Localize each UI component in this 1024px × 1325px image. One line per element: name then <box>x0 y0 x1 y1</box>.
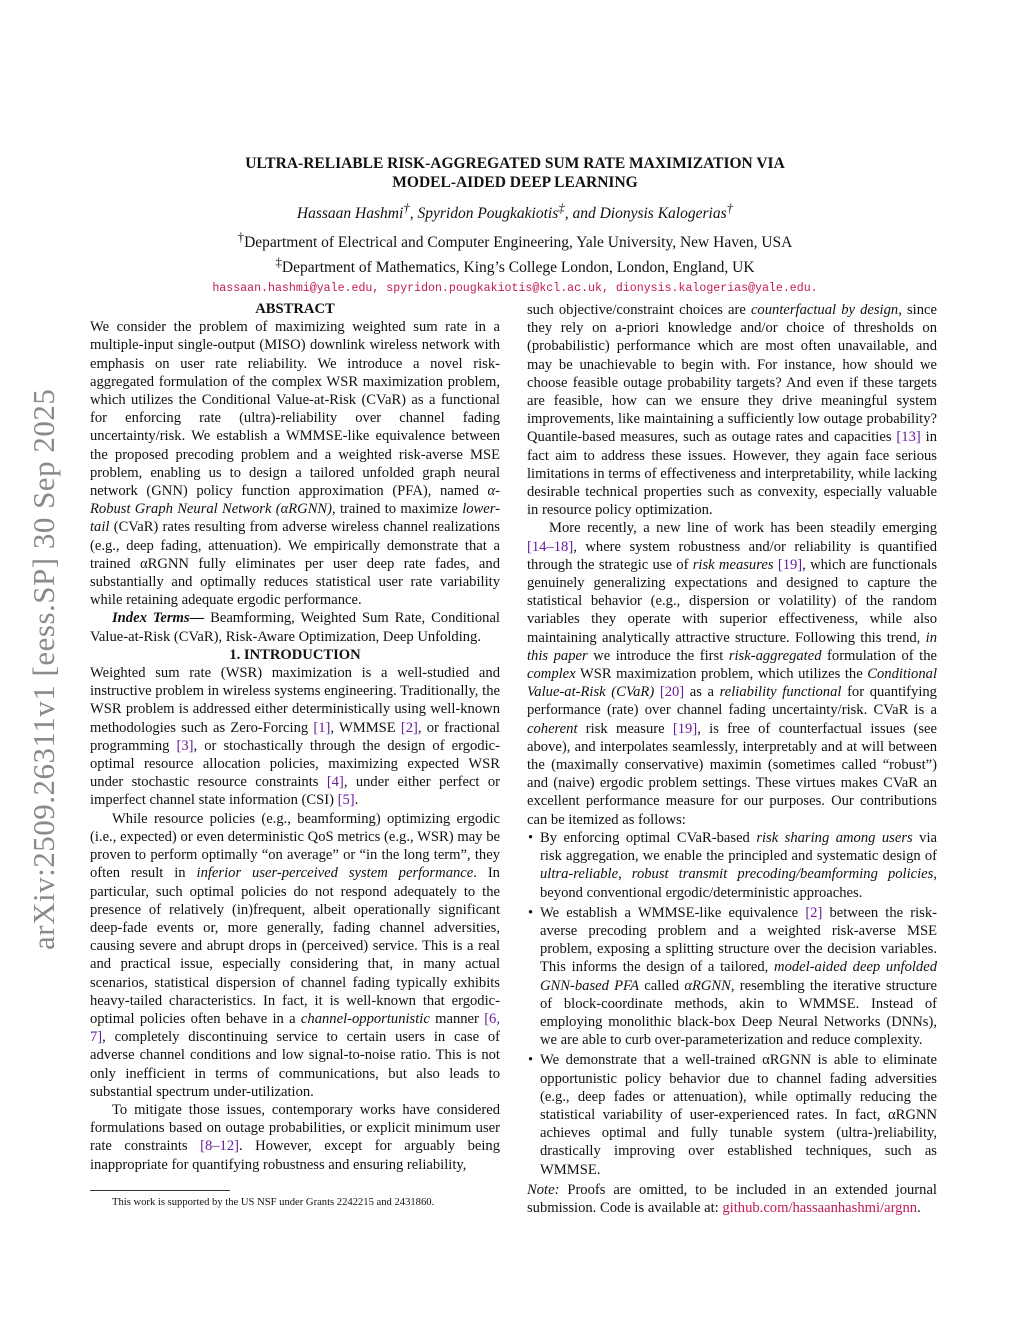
citation-link[interactable]: [8–12] <box>200 1138 240 1155</box>
citation-link[interactable]: [19] <box>777 556 803 573</box>
list-item: • We demonstrate that a well-trained αRGNN is able to eliminate opportunistic policy behavior due to channel fading adversities (e.g., deep fades or attenuation), while optimally reducing the statistical variability of user-experienced rates. In fact, αRGNN achieves optimal and fully tunable system (ultra-)reliability, drastically improving over established techniques, such as WMMSE. <box>540 1051 937 1178</box>
abstract-text: We consider the problem of maximizing weighted sum rate in a multiple-input single-output (MISO) downlink wireless network with emphasis on user rate reliability. We introduce a novel risk-aggregated formulation of the complex WSR maximization problem, which utilizes the Conditional Value-at-Risk (CVaR) as a functional for enforcing rate (ultra)-reliability over channel fading uncertainty/risk. We establish a WMMSE-like equivalence between the proposed precoding problem and a weighted risk-averse MSE problem, enabling us to design a tailored unfolded graph neural network (GNN) policy function approximation (PFA), named α-Robust Graph Neural Network (αRGNN), trained to maximize lower-tail (CVaR) rates resulting from adverse wireless channel realizations (e.g., deep fading, attenuation). We empirically demonstrate that a trained αRGNN fully eliminates per user deep rate fades, and substantially and optimally reduces statistical user rate variability while retaining adequate ergodic performance. <box>90 319 500 609</box>
intro-heading: 1. INTRODUCTION <box>229 646 361 663</box>
citation-link[interactable]: [20] <box>659 684 685 701</box>
right-paragraph-2: More recently, a new line of work has been steadily emerging [14–18], where system robustness and/or reliability is quantified through the strategic use of risk measures [19], which are functionals genuinely generalizing expectations and designed to capture the statistical behavior (e.g., dispersion or volatility) of the random variables they operate with superior effectiveness, while also maintaining analytically attractive structure. Following this trend, in this paper we introduce the first risk-aggregated formulation of the complex WSR maximization problem, which utilizes the Conditional Value-at-Risk (CVaR) [20] as a reliability functional for quantifying performance (rate) over channel fading uncertainty/risk. CVaR is a coherent risk measure [19], is free of counterfactual issues (see above), and interpolates seamlessly, interpretably and at will between the (maximally conservative) maximin (sometimes called “robust”) and (naive) ergodic problem settings. These virtues makes CVaR an excellent performance measure for our purposes. Our contributions can be itemized as follows: <box>527 520 938 828</box>
citation-link[interactable]: [13] <box>896 429 921 446</box>
note-paragraph: Note: Proofs are omitted, to be included in an extended journal submission. Code is available at: github.com/hassaanhashmi/argnn. <box>527 1181 937 1216</box>
citation-link[interactable]: [6, 7] <box>90 1010 500 1046</box>
citation-link[interactable]: [19] <box>672 720 698 737</box>
intro-paragraph-3: To mitigate those issues, contemporary works have considered formulations based on outage probabilities, or explicit minimum user rate constraints [8–12]. However, except for arguably being inappropriate for quantifying robustness and ensuring reliability, <box>90 1101 500 1173</box>
citation-link[interactable]: [1] <box>313 719 331 736</box>
intro-paragraph-1: Weighted sum rate (WSR) maximization is a well-studied and instructive problem in wireless systems engineering. Traditionally, the WSR problem is addressed either deterministically using well-known methodologies such as Zero-Forcing [1], WMMSE [2], or fractional programming [3], or stochastically through the design of ergodic-optimal resource allocation policies, maximizing expected WSR under stochastic resource constraints [4], under either perfect or imperfect channel state information (CSI) [5]. <box>90 665 500 809</box>
citation-link[interactable]: [2] <box>400 719 418 736</box>
affiliations: †Department of Electrical and Computer Engineering, Yale University, New Haven, USA ‡Department of Mathematics, King’s College London, London, England, UK <box>237 229 793 277</box>
citation-link[interactable]: [2] <box>805 904 823 921</box>
index-terms: Index Terms— Beamforming, Weighted Sum Rate, Conditional Value-at-Risk (CVaR), Risk-Aware Optimization, Deep Unfolding. <box>90 610 500 645</box>
footnote-divider <box>90 1190 230 1191</box>
left-column <box>90 300 500 1174</box>
list-item: • We establish a WMMSE-like equivalence [2] between the risk-averse precoding problem and a weighted risk-averse MSE problem, exposing a splitting structure over the decision variables. This informs the design of a tailored, model-aided deep unfolded GNN-based PFA called αRGNN, resembling the iterative structure of block-coordinate methods, akin to WMMSE. Instead of employing monolithic black-box Deep Neural Networks (DNNs), we are able to curb over-parameterization and reduce complexity. <box>540 904 937 1050</box>
citation-link[interactable]: [14–18] <box>527 538 574 555</box>
citation-link[interactable]: [5] <box>337 792 355 809</box>
code-link[interactable]: github.com/hassaanhashmi/argnn <box>722 1199 918 1216</box>
arxiv-identifier: arXiv:2509.26311v1 [eess.SP] 30 Sep 2025 <box>26 388 61 950</box>
author-list: Hassaan Hashmi†, Spyridon Pougkakiotis‡, and Dionysis Kalogerias† <box>296 200 734 223</box>
right-paragraph-1: such objective/constraint choices are counterfactual by design, since they rely on a-priori knowledge and/or choice of thresholds on (probabilistic) performance which are most often unavailable, and may be unachievable to begin with. For instance, how should we choose feasible outage probability targets? And even if these targets are feasible, how can we ensure they drive meaningful system improvements, like maintaining a sufficiently low outage probability? Quantile-based measures, such as outage rates and capacities [13] in fact aim to address these issues. However, they again face serious limitations in terms of effectiveness and interpretability, while lacking desirable technical properties such as convexity, especially valuable in resource policy optimization. <box>527 302 937 519</box>
contributions-list <box>527 829 937 1179</box>
abstract-heading: ABSTRACT <box>255 301 335 317</box>
paper-title: ULTRA-RELIABLE RISK-AGGREGATED SUM RATE MAXIMIZATION VIA MODEL-AIDED DEEP LEARNING <box>245 155 785 191</box>
footnote: This work is supported by the US NSF under Grants 2242215 and 2431860. <box>112 1197 435 1208</box>
list-item: • By enforcing optimal CVaR-based risk sharing among users via risk aggregation, we enable the principled and systematic design of ultra-reliable, robust transmit precoding/beamforming policies, beyond conventional ergodic/deterministic approaches. <box>540 829 937 902</box>
right-column <box>527 301 937 1217</box>
author-emails[interactable]: hassaan.hashmi@yale.edu, spyridon.pougkakiotis@kcl.ac.uk, dionysis.kalogerias@yale.edu. <box>212 282 818 296</box>
citation-link[interactable]: [4] <box>326 774 344 791</box>
intro-paragraph-2: While resource policies (e.g., beamforming) optimizing ergodic (i.e., expected) or even deterministic QoS metrics (e.g., WSR) may be proven to perform optimally “on average” or “in the long term”, they often result in inferior user-perceived system performance. In particular, such optimal policies do not respond adequately to the presence of relatively (in)frequent, albeit operationally significant deep-fade events or, more generally, fading channel adversities, causing severe and abrupt drops in (perceived) service. This is a real and practical issue, especially considering that, in many actual scenarios, statistical dispersion of channel fading typically exhibits heavy-tailed characteristics. In fact, it is well-known that ergodic-optimal policies often behave in a channel-opportunistic manner [6, 7], completely discontinuing service to certain users in case of adverse channel conditions and low signal-to-noise ratio. This is not only inefficient in terms of communications, but also leads to substantial spectrum under-utilization. <box>90 810 500 1100</box>
citation-link[interactable]: [3] <box>176 737 194 754</box>
paper-header <box>90 154 940 295</box>
